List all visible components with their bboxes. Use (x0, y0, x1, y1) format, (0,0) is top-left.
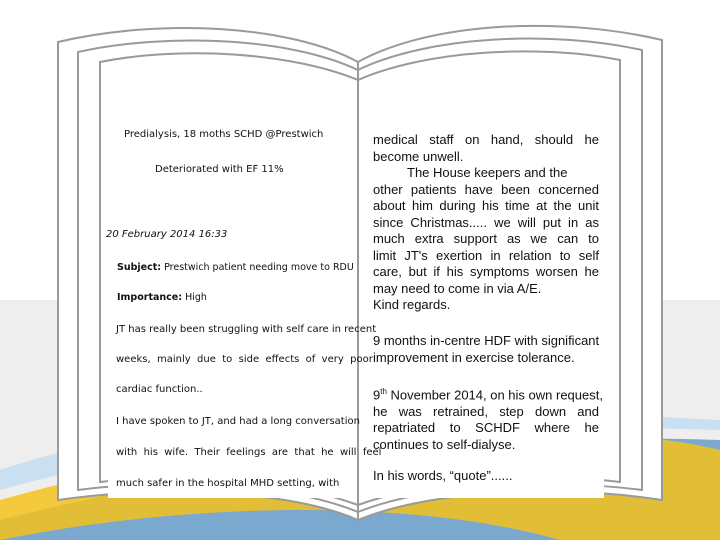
importance-value: High (185, 292, 207, 303)
hdf-line-2: improvement in exercise tolerance. (373, 349, 575, 365)
body-line-4: I have spoken to JT, and had a long conversation (116, 416, 360, 427)
subject-value: Prestwich patient needing move to RDU (164, 262, 354, 273)
left-line-predialysis: Predialysis, 18 moths SCHD @Prestwich (124, 129, 324, 140)
email-line-10: may need to come in via A/E. (373, 280, 542, 296)
november-paragraph (373, 384, 603, 453)
nov-line-4: continues to self-dialyse. (373, 436, 516, 452)
nov-line-1-text: November 2014, on his own request, (386, 387, 603, 403)
body-line-3: cardiac function.. (116, 384, 203, 395)
email-importance (117, 292, 207, 303)
email-line-11: Kind regards. (373, 297, 451, 312)
email-line-2: become unwell. (373, 148, 464, 164)
nov-day: 9 (373, 387, 381, 403)
quote-line: In his words, “quote”...... (373, 468, 513, 483)
email-line-8: limit JT's exertion in relation to self (373, 247, 599, 263)
email-line-4: other patients have been concerned (373, 181, 599, 197)
left-line-deteriorated: Deteriorated with EF 11% (155, 164, 284, 175)
nov-suffix: th (380, 387, 387, 396)
email-line-9: care, but if his symptoms worsen he (373, 264, 599, 279)
nov-line-2: he was retrained, step down and (373, 403, 599, 419)
email-line-6: since Christmas..... we will put in as (373, 214, 599, 230)
body-line-2: weeks, mainly due to side effects of very poor (116, 354, 373, 365)
subject-label: Subject: (117, 262, 162, 273)
hdf-line-1: 9 months in-centre HDF with significant (373, 333, 600, 348)
email-subject (117, 262, 354, 273)
body-line-6: much safer in the hospital MHD setting, with (116, 478, 340, 489)
left-page-area (108, 118, 348, 498)
body-line-1: JT has really been struggling with self care in recent (116, 324, 377, 335)
email-line-5: about him during his time at the unit (373, 198, 599, 213)
nov-line-3: repatriated to SCHDF where he (373, 420, 599, 436)
body-line-5: with his wife. Their feelings are that he will feel (116, 447, 382, 458)
email-line-3: The House keepers and the (407, 165, 568, 180)
importance-label: Importance: (117, 292, 183, 303)
hdf-paragraph (373, 333, 599, 366)
email-date: 20 February 2014 16:33 (106, 229, 228, 240)
email-continuation (373, 132, 599, 314)
email-line-1: medical staff on hand, should he (373, 132, 599, 147)
email-line-7: much extra support as we can to (373, 231, 599, 246)
nov-line-1 (373, 384, 603, 404)
